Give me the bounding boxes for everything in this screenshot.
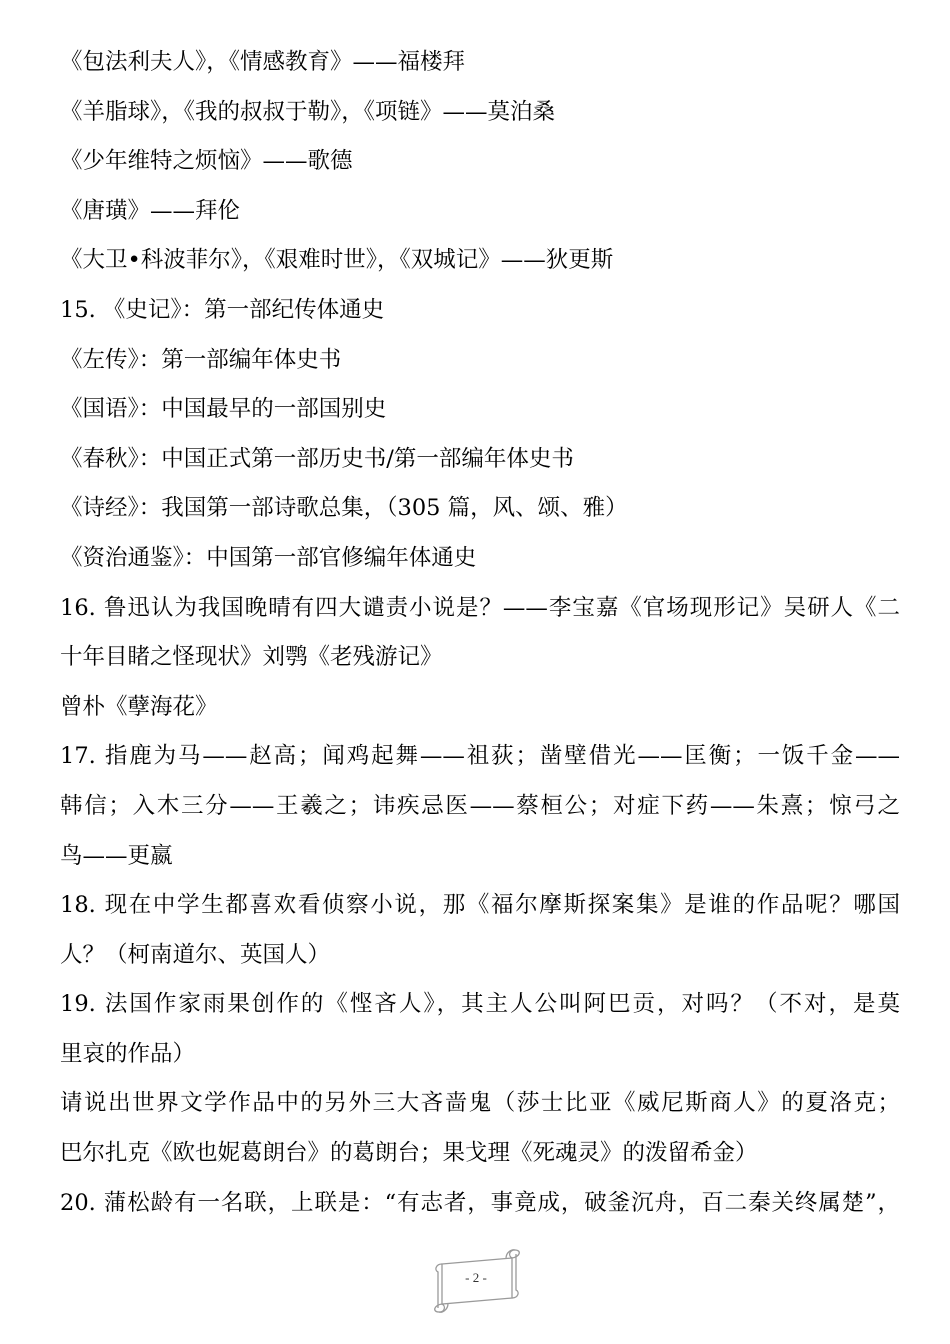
text-line-21: 里哀的作品） [60,1040,196,1067]
text-line-23: 巴尔扎克《欧也妮葛朗台》的葛朗台；果戈理《死魂灵》的泼留希金） [60,1140,758,1167]
text-line-15: 17. 指鹿为马——赵高；闻鸡起舞——祖荻；凿壁借光——匡衡；一饭千金—— [60,743,900,770]
page-number: - 2 - [465,1270,487,1285]
text-line-1: 《包法利夫人》，《情感教育》——福楼拜 [60,49,466,75]
text-line-24: 20. 蒲松龄有一名联，上联是：“有志者，事竟成，破釜沉舟，百二秦关终属楚”， [60,1189,900,1216]
document-body [60,38,900,1228]
text-line-18: 18. 现在中学生都喜欢看侦察小说，那《福尔摩斯探案集》是谁的作品呢？哪国 [60,892,900,919]
text-line-4: 《唐璜》——拜伦 [60,197,241,224]
text-line-10: 《诗经》：我国第一部诗歌总集，（305 篇，风、颂、雅） [60,495,628,522]
text-line-8: 《国语》：中国最早的一部国别史 [60,396,387,423]
text-line-16: 韩信；入木三分——王羲之；讳疾忌医——蔡桓公；对症下药——朱熹；惊弓之 [60,792,900,819]
text-line-9: 《春秋》：中国正式第一部历史书/第一部编年体史书 [60,445,574,472]
page-footer [428,1248,524,1318]
text-line-7: 《左传》：第一部编年体史书 [60,346,342,373]
text-line-14: 曾朴《孽海花》 [60,693,218,720]
text-line-19: 人？（柯南道尔、英国人） [60,941,331,968]
text-line-13: 十年目睹之怪现状》刘鹗《老残游记》 [60,644,443,671]
text-line-17: 鸟——更嬴 [60,842,173,869]
text-line-22: 请说出世界文学作品中的另外三大吝啬鬼（莎士比亚《威尼斯商人》的夏洛克； [60,1090,900,1117]
text-line-2: 《羊脂球》，《我的叔叔于勒》，《项链》——莫泊桑 [60,98,556,125]
text-line-6: 15. 《史记》：第一部纪传体通史 [60,296,385,323]
text-line-3: 《少年维特之烦恼》——歌德 [60,148,353,175]
text-line-5: 《大卫•科波菲尔》，《艰难时世》，《双城记》——狄更斯 [60,247,614,274]
text-line-20: 19. 法国作家雨果创作的《悭吝人》，其主人公叫阿巴贡，对吗？（不对，是莫 [60,991,900,1018]
text-line-11: 《资治通鉴》：中国第一部官修编年体通史 [60,544,477,571]
text-line-12: 16. 鲁迅认为我国晚晴有四大谴责小说是？——李宝嘉《官场现形记》吴研人《二 [60,594,900,621]
